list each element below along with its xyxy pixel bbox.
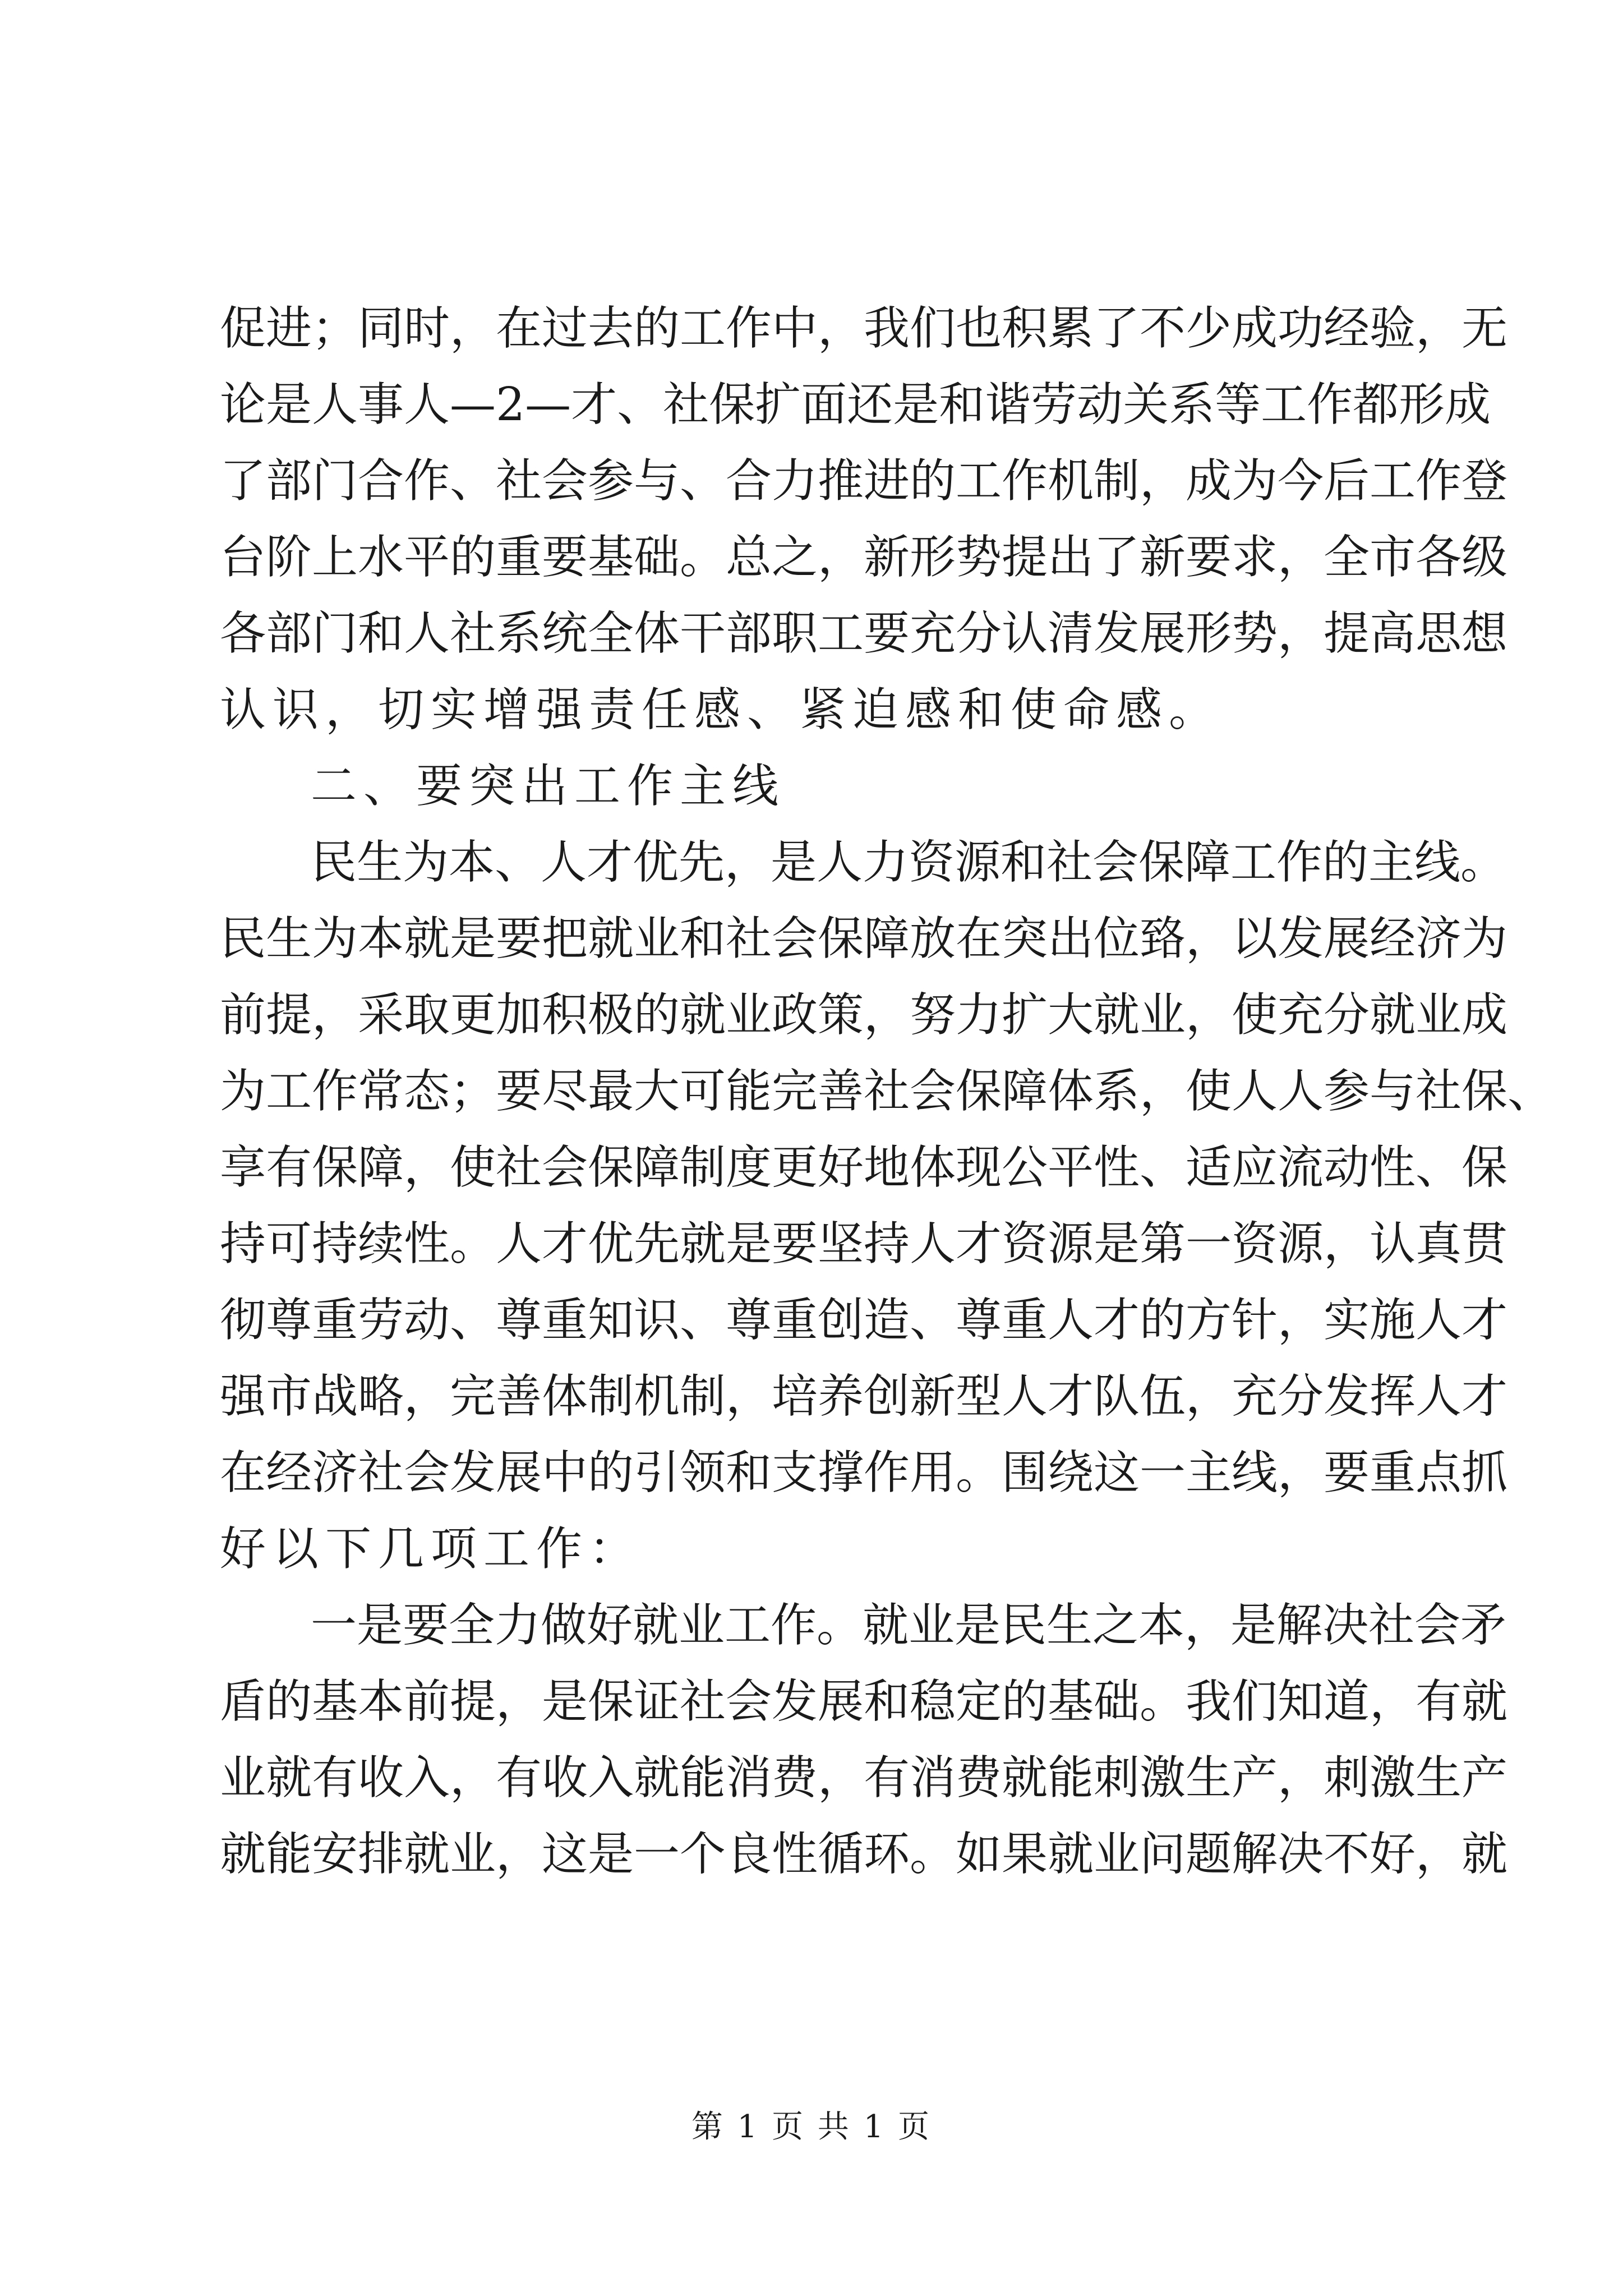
- text-line: 业就有收入，有收入就能消费，有消费就能刺激生产，刺激生产: [220, 1751, 1508, 1805]
- page-footer: 第 1 页 共 1 页: [691, 2109, 932, 2145]
- text-line: 盾的基本前提，是保证社会发展和稳定的基础。我们知道，有就: [220, 1675, 1508, 1728]
- text-line: 强市战略，完善体制机制，培养创新型人才队伍，充分发挥人才: [220, 1370, 1508, 1423]
- text-line: 好以下几项工作：: [220, 1522, 642, 1576]
- text-line: 持可持续性。人才优先就是要坚持人才资源是第一资源，认真贯: [220, 1217, 1508, 1271]
- text-line: 台阶上水平的重要基础。总之，新形势提出了新要求，全市各级: [220, 531, 1508, 584]
- text-line: 了部门合作、社会参与、合力推进的工作机制，成为今后工作登: [220, 454, 1508, 508]
- text-line: 认识，切实增强责任感、紧迫感和使命感。: [220, 683, 1222, 737]
- text-line: 民生为本就是要把就业和社会保障放在突出位臵，以发展经济为: [220, 912, 1508, 965]
- text-line: 前提，采取更加积极的就业政策，努力扩大就业，使充分就业成: [220, 988, 1508, 1042]
- text-line: 论是人事人—2—才、社保扩面还是和谐劳动关系等工作都形成: [220, 378, 1491, 431]
- text-line: 享有保障，使社会保障制度更好地体现公平性、适应流动性、保: [220, 1141, 1508, 1194]
- text-line: 民生为本、人才优先，是人力资源和社会保障工作的主线。: [311, 836, 1507, 889]
- text-line: 为工作常态；要尽最大可能完善社会保障体系，使人人参与社保、: [220, 1065, 1554, 1118]
- text-line: 各部门和人社系统全体干部职工要充分认清发展形势，提高思想: [220, 607, 1508, 660]
- section-heading: 二、要突出工作主线: [311, 760, 786, 813]
- text-line: 就能安排就业，这是一个良性循环。如果就业问题解决不好，就: [220, 1828, 1508, 1881]
- text-line: 一是要全力做好就业工作。就业是民生之本，是解决社会矛: [311, 1599, 1507, 1652]
- text-line: 彻尊重劳动、尊重知识、尊重创造、尊重人才的方针，实施人才: [220, 1294, 1508, 1347]
- text-line: 在经济社会发展中的引领和支撑作用。围绕这一主线，要重点抓: [220, 1446, 1508, 1499]
- text-line: 促进；同时，在过去的工作中，我们也积累了不少成功经验，无: [220, 302, 1508, 355]
